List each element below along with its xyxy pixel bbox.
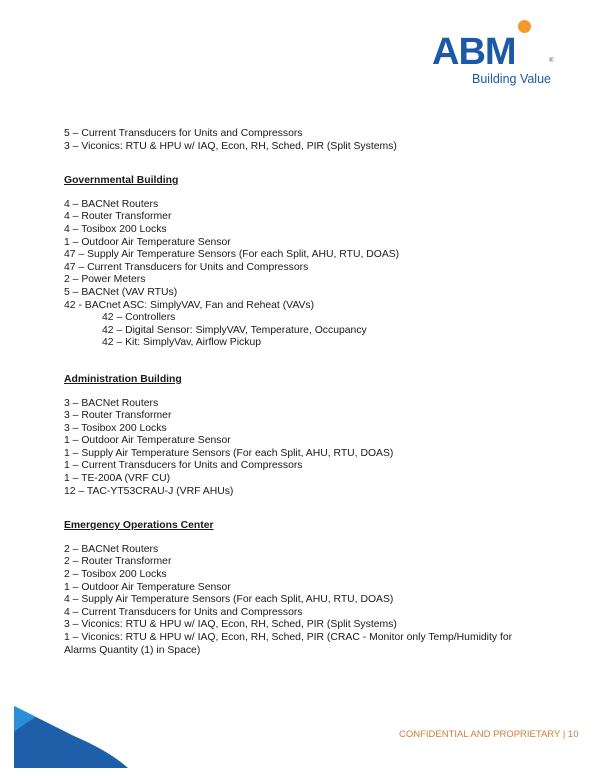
list-item: 4 – Supply Air Temperature Sensors (For each Split, AHU, RTU, DOAS) [64, 594, 394, 606]
document-body [64, 128, 564, 657]
list-item: 2 – BACNet Routers [64, 543, 159, 555]
sub-list-item: 42 – Kit: SimplyVav, Airflow Pickup [102, 337, 261, 349]
list-item: 4 – Tosibox 200 Locks [64, 223, 167, 235]
logo-tagline: Building Value [472, 72, 551, 86]
footer-confidential-page-number: CONFIDENTIAL AND PROPRIETARY | 10 [399, 729, 579, 740]
abm-logo [432, 18, 562, 90]
list-item: 3 – Router Transformer [64, 410, 172, 422]
section-heading: Emergency Operations Center [64, 520, 214, 532]
list-item: 1 – Outdoor Air Temperature Sensor [64, 435, 231, 447]
section-heading: Governmental Building [64, 175, 179, 187]
list-item: 42 - BACnet ASC: SimplyVAV, Fan and Reheat (VAVs) [64, 299, 315, 311]
list-item: 5 – Current Transducers for Units and Compressors [64, 128, 303, 139]
list-item: 1 – Supply Air Temperature Sensors (For each Split, AHU, RTU, DOAS) [64, 447, 394, 459]
list-item: 4 – Router Transformer [64, 211, 172, 223]
list-item: 4 – Current Transducers for Units and Compressors [64, 606, 303, 618]
logo-orange-dot-icon [518, 20, 531, 33]
logo-wordmark: ABM [432, 31, 516, 73]
section-heading: Administration Building [64, 373, 182, 385]
list-item: 1 – Outdoor Air Temperature Sensor [64, 581, 231, 593]
section-governmental-building [64, 175, 564, 350]
section-emergency-operations-center [64, 520, 564, 657]
list-item: 47 – Current Transducers for Units and Compressors [64, 261, 309, 273]
registered-mark: ® [549, 58, 554, 64]
list-item: 1 – Current Transducers for Units and Compressors [64, 460, 303, 472]
sub-list-item: 42 – Controllers [102, 312, 176, 324]
list-item: 1 – Outdoor Air Temperature Sensor [64, 236, 231, 248]
list-item: 47 – Supply Air Temperature Sensors (For each Split, AHU, RTU, DOAS) [64, 249, 400, 261]
list-item: 5 – BACNet (VAV RTUs) [64, 286, 178, 298]
sub-list-item: 42 – Digital Sensor: SimplyVAV, Temperature, Occupancy [102, 324, 367, 336]
list-item: 1 – TE-200A (VRF CU) [64, 473, 171, 485]
blue-corner-graphic-icon [14, 706, 128, 768]
section-administration-building [64, 374, 564, 498]
list-item: 4 – BACNet Routers [64, 198, 159, 210]
list-item: 2 – Tosibox 200 Locks [64, 569, 167, 581]
list-item: 12 – TAC-YT53CRAU-J (VRF AHUs) [64, 485, 234, 497]
list-item: 3 – Tosibox 200 Locks [64, 422, 167, 434]
intro-list [64, 128, 564, 153]
list-item: 2 – Router Transformer [64, 556, 172, 568]
list-item: 3 – Viconics: RTU & HPU w/ IAQ, Econ, RH, Sched, PIR (Split Systems) [64, 619, 397, 631]
list-item: 2 – Power Meters [64, 274, 146, 286]
list-item: 1 – Viconics: RTU & HPU w/ IAQ, Econ, RH, Sched, PIR (CRAC - Monitor only Temp/Humidity for Alarms Quantity (1) in Space) [64, 632, 513, 656]
list-item: 3 – Viconics: RTU & HPU w/ IAQ, Econ, RH, Sched, PIR (Split Systems) [64, 140, 397, 152]
list-item: 3 – BACNet Routers [64, 397, 159, 409]
